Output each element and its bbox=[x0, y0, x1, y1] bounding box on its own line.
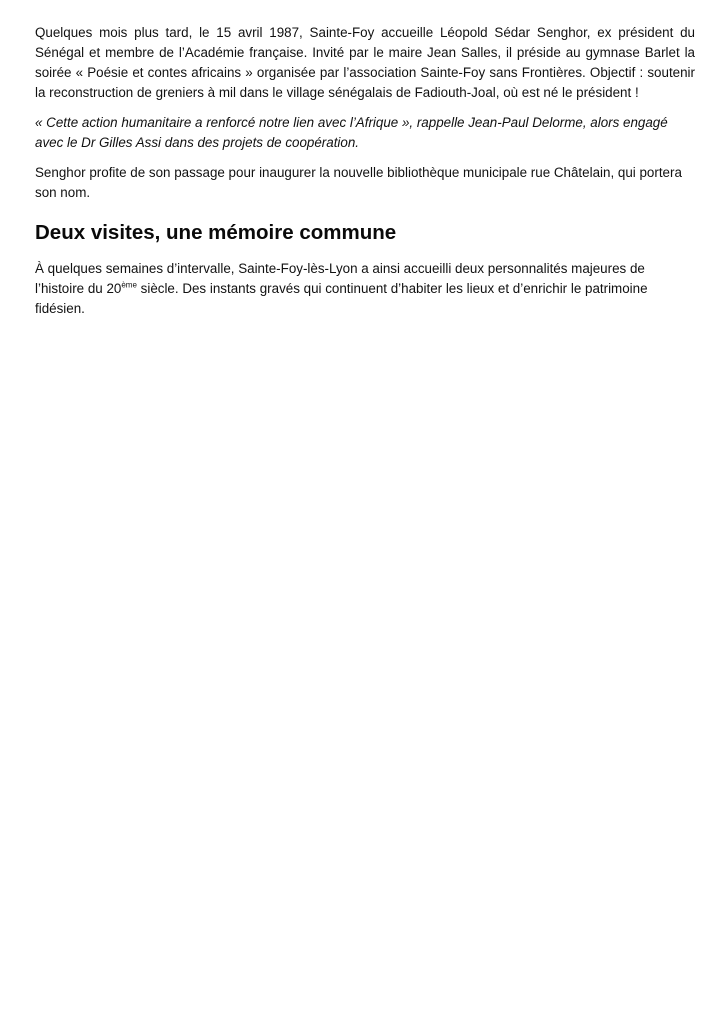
quote-delorme: « Cette action humanitaire a renforcé notre lien avec l’Afrique », rappelle Jean-Paul Delorme, alors engagé avec le Dr Gilles Assi dans des projets de coopération. bbox=[35, 115, 668, 150]
conclusion-text-end: siècle. Des instants gravés qui continuent d’habiter les lieux et d’enrichir le patrimoine fidésien. bbox=[35, 281, 648, 316]
section-heading: Deux visites, une mémoire commune bbox=[35, 221, 397, 244]
paragraph-conclusion bbox=[35, 259, 695, 319]
paragraph-library: Senghor profite de son passage pour inaugurer la nouvelle bibliothèque municipale rue Châtelain, qui portera son nom. bbox=[35, 165, 682, 200]
conclusion-text-start: À quelques semaines d’intervalle, Sainte-Foy-lès-Lyon a ainsi accueilli deux personnalités majeures de l’histoire du 20 bbox=[35, 261, 645, 296]
paragraph-senghor-visit: Quelques mois plus tard, le 15 avril 1987, Sainte-Foy accueille Léopold Sédar Senghor, ex président du Sénégal et membre de l’Académie française. Invité par le maire Jean Salles, il préside au gymnase Barlet la soirée « Poésie et contes africains » organisée par l’association Sainte-Foy sans Frontières. Objectif : soutenir la reconstruction de greniers à mil dans le village sénégalais de Fadiouth-Joal, où est né le président ! bbox=[35, 25, 695, 100]
article-body bbox=[35, 23, 695, 319]
ordinal-superscript: ème bbox=[121, 280, 137, 290]
